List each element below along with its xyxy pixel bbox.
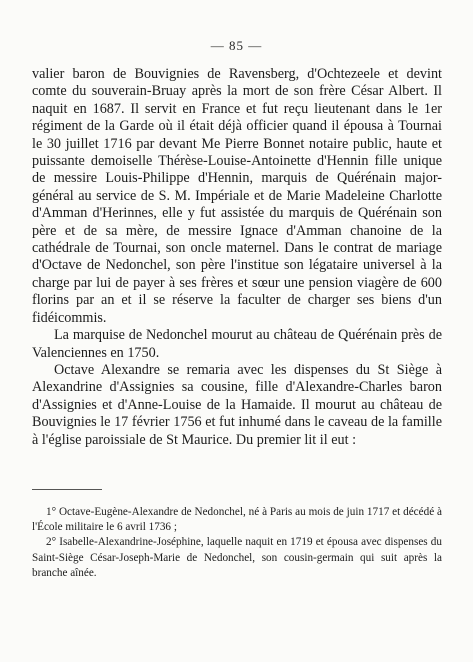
- footnotes: [32, 505, 442, 581]
- footnote-divider: [32, 489, 102, 490]
- footnote-2: 2° Isabelle-Alexandrine-Joséphine, laquelle naquit en 1719 et épousa avec dispenses du Saint-Siège César-Joseph-Marie de Nedonchel, son cousin-germain qui suit après la branche aînée.: [32, 536, 442, 579]
- paragraph-1: valier baron de Bouvignies de Ravensberg, d'Ochtezeele et devint comte du souverain-Bruay après la mort de son frère César Albert. Il naquit en 1687. Il servit en France et fut reçu lieutenant dans le 1er régiment de la Garde où il était déjà officier quand il épousa à Tournai le 30 juillet 1716 par devant Me Pierre Bonnet notaire public, haute et puissante demoiselle Thérèse-Louise-Antoinette d'Hennin fille unique de messire Louis-Philippe d'Hennin, marquis de Quérénain major-général au service de S. M. Impériale et de Marie Madeleine Charlotte d'Amman d'Herinnes, elle y fut assistée du marquis de Quérénain son père et de sa mère, de messire Ignace d'Amman chanoine de la cathédrale de Tournai, son oncle maternel. Dans le contrat de mariage d'Octave de Nedonchel, son père l'institue son légataire universel à la charge par lui de payer à ses frères et sœur une pension viagère de 600 florins par an et il se réserve la faculter de charger ses biens d'un fidéicommis.: [32, 66, 442, 326]
- paragraph-3: Octave Alexandre se remaria avec les dispenses du St Siège à Alexandrine d'Assignies sa cousine, fille d'Alexandre-Charles baron d'Assignies et d'Anne-Louise de la Hamaide. Il mourut au château de Bouvignies le 17 février 1756 et fut inhumé dans le caveau de la famille à l'église paroissiale de St Maurice. Du premier lit il eut :: [32, 361, 442, 448]
- body-text: [32, 66, 442, 449]
- footnote-1: 1° Octave-Eugène-Alexandre de Nedonchel, né à Paris au mois de juin 1717 et décédé à l'École militaire le 6 avril 1736 ;: [32, 506, 442, 534]
- page-number: — 85 —: [210, 38, 263, 53]
- paragraph-2: La marquise de Nedonchel mourut au château de Quérénain près de Valenciennes en 1750.: [32, 327, 442, 361]
